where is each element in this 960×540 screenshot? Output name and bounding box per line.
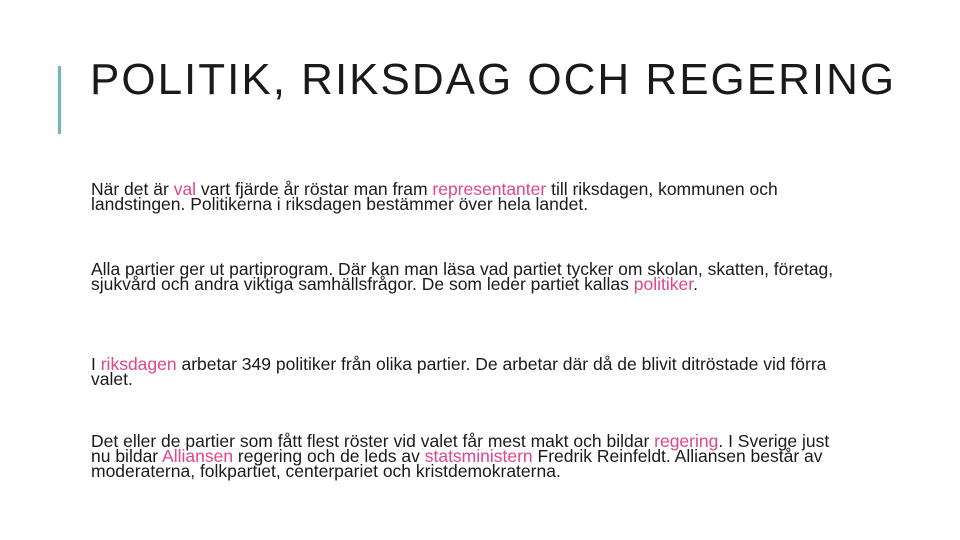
paragraph-text: Fredrik Reinfeldt. Alliansen består av moderaterna, folkpartiet, centerpariet och kristdemokraterna. xyxy=(91,446,823,481)
highlight-term-representanter: representanter xyxy=(432,179,547,199)
paragraph-text: . I Sverige just nu bildar xyxy=(91,431,830,466)
paragraph-text: När det är xyxy=(91,179,174,199)
highlight-term-politiker: politiker xyxy=(633,274,694,294)
highlight-term-alliansen: Alliansen xyxy=(162,446,234,466)
paragraph-regering xyxy=(91,431,851,481)
paragraph-text: till riksdagen, kommunen och landstingen. Politikerna i riksdagen bestämmer över hela landet. xyxy=(91,179,778,214)
paragraph-partiprogram xyxy=(91,259,851,294)
paragraph-text: arbetar 349 politiker från olika partier. De arbetar där då de blivit ditröstade vid förra valet. xyxy=(91,354,827,389)
highlight-term-statsministern: statsministern xyxy=(424,446,533,466)
paragraph-text: vart fjärde år röstar man fram xyxy=(196,179,433,199)
paragraph-text: Det eller de partier som fått flest röster vid valet får mest makt och bildar xyxy=(91,431,655,451)
highlight-term-val: val xyxy=(173,179,197,199)
title-accent-bar xyxy=(58,66,61,134)
paragraph-text: regering och de leds av xyxy=(233,446,425,466)
highlight-term-riksdagen: riksdagen xyxy=(100,354,177,374)
slide-title: POLITIK, RIKSDAG OCH REGERING xyxy=(90,55,897,104)
paragraph-val xyxy=(91,179,851,214)
paragraph-text: Alla partier ger ut partiprogram. Där kan man läsa vad partiet tycker om skolan, skatten, företag, sjukvård och andra viktiga samhällsfrågor. De som leder partiet kallas xyxy=(91,259,834,294)
paragraph-riksdagen xyxy=(91,354,851,389)
paragraph-text: . xyxy=(693,274,698,294)
highlight-term-regering: regering xyxy=(654,431,719,451)
paragraph-text: I xyxy=(91,354,101,374)
